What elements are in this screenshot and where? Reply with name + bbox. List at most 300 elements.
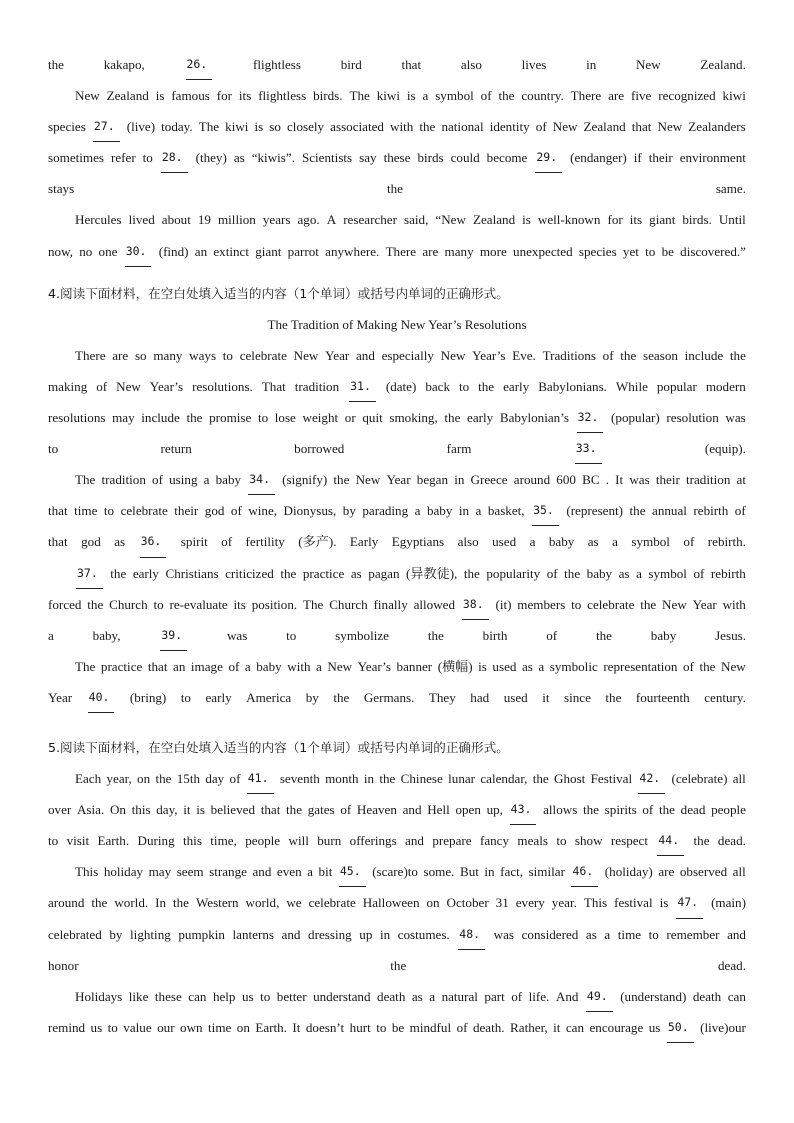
word: so: [134, 347, 147, 363]
word: is: [254, 119, 264, 135]
word: holiday: [103, 864, 144, 880]
word: stays: [48, 181, 75, 197]
word: representation: [603, 658, 678, 674]
word: and: [727, 926, 746, 942]
word: the: [620, 347, 637, 363]
word: New: [552, 119, 578, 135]
word: wine,: [248, 503, 278, 519]
word: borrowed: [294, 441, 345, 457]
text-line: [48, 495, 746, 526]
word: giant: [649, 212, 676, 228]
word: Zealand: [472, 212, 516, 228]
word: to: [458, 378, 470, 394]
word: baby: [650, 627, 677, 643]
word: Dionysus,: [283, 503, 337, 519]
word: as: [233, 150, 245, 166]
text-line: [48, 589, 746, 620]
word: of: [456, 1019, 468, 1035]
word: finally: [373, 596, 408, 612]
word: it: [542, 689, 550, 705]
word: New: [721, 658, 746, 674]
word: calendar,: [480, 771, 528, 787]
word: the: [564, 565, 581, 581]
word: making: [48, 378, 88, 394]
text-line: [48, 433, 746, 464]
word: every: [515, 895, 545, 911]
text-line: [48, 49, 746, 80]
word: of: [683, 658, 694, 674]
word: Ghost: [554, 771, 586, 787]
word: the: [478, 378, 495, 394]
word: by: [342, 503, 356, 519]
word: (holiday): [604, 864, 653, 880]
word: god: [204, 503, 225, 519]
word: baby: [586, 565, 613, 581]
word: popularity: [486, 565, 541, 581]
word: to: [107, 1019, 118, 1035]
word: the: [498, 88, 515, 104]
word: their: [648, 150, 673, 166]
word: about: [161, 212, 191, 228]
word: the: [390, 957, 407, 973]
word: Each: [75, 771, 102, 787]
word: remind: [48, 1019, 86, 1035]
word: of: [642, 802, 654, 818]
word: spirit: [180, 534, 208, 550]
word: all: [732, 864, 746, 880]
word: that: [401, 57, 422, 72]
answer-blank: 35.: [532, 495, 559, 526]
answer-blank: 42.: [638, 763, 665, 794]
word: New: [355, 472, 381, 488]
word: began: [416, 472, 449, 488]
word: (live): [126, 119, 156, 135]
word: to: [645, 243, 656, 259]
text-line: [48, 794, 746, 825]
word: visit: [66, 833, 90, 849]
word: believed: [210, 802, 256, 818]
word: that: [631, 119, 652, 135]
word: But: [459, 864, 479, 880]
word: of: [734, 503, 746, 519]
word: strange: [209, 864, 247, 880]
word: their: [174, 503, 199, 519]
word: doesn’t: [305, 1019, 345, 1035]
answer-blank: 50.: [667, 1012, 694, 1043]
word: time: [617, 926, 642, 942]
word: of: [229, 771, 241, 787]
spacer: [48, 267, 746, 278]
word: are: [658, 864, 675, 880]
word: open: [455, 802, 481, 818]
word: are: [422, 243, 439, 259]
word: It: [615, 472, 624, 488]
word: hurt: [349, 1019, 371, 1035]
word: day,: [156, 802, 178, 818]
word: bit: [318, 864, 333, 880]
word: the: [155, 771, 172, 787]
answer-blank: 47.: [676, 887, 703, 918]
word: of: [96, 378, 108, 394]
word: practice: [100, 658, 143, 674]
text-line: [48, 111, 746, 142]
word: There: [385, 243, 417, 259]
word: for: [607, 212, 623, 228]
word: death: [692, 988, 722, 1004]
word: observed: [679, 864, 728, 880]
word: The Tradition of Making New Year’s Resolutions: [267, 316, 527, 332]
answer-blank: 44.: [657, 825, 684, 856]
word: of: [546, 565, 558, 581]
word: This: [583, 895, 608, 911]
word: festival: [614, 895, 653, 911]
word: the: [286, 802, 303, 818]
word: month: [325, 771, 359, 787]
word: quit: [362, 410, 383, 426]
word: it: [553, 1019, 561, 1035]
word: around: [48, 895, 85, 911]
word: Babylonian’s: [499, 410, 569, 426]
word: part: [484, 988, 505, 1004]
word: the: [532, 771, 549, 787]
word: to: [48, 441, 59, 457]
word: become: [486, 150, 528, 166]
word: banner: [396, 658, 433, 674]
word: New: [293, 347, 319, 363]
word: ago.: [297, 212, 320, 228]
word: (find): [158, 243, 189, 259]
word: kiwi: [722, 88, 746, 104]
word: baby: [256, 658, 282, 674]
word: anywhere.: [325, 243, 380, 259]
word: used: [503, 689, 528, 705]
word: rebirth: [710, 565, 746, 581]
word: include: [141, 410, 180, 426]
text-line: [48, 204, 746, 235]
word: (异教徒),: [406, 565, 458, 581]
word: understand: [313, 988, 371, 1004]
word: associated: [330, 119, 384, 135]
word: lunar: [448, 771, 476, 787]
word: better: [276, 988, 307, 1004]
word: season: [643, 347, 678, 363]
word: Scientists: [301, 150, 353, 166]
word: flightless: [252, 57, 301, 72]
word: as: [114, 534, 126, 550]
word: unexpected: [513, 243, 573, 259]
word: The: [303, 596, 324, 612]
text-line: [48, 236, 746, 267]
answer-blank: 43.: [510, 794, 537, 825]
text-line: [48, 558, 746, 589]
word: many: [444, 243, 474, 259]
word: the: [629, 503, 646, 519]
word: Chinese: [400, 771, 443, 787]
text-line: [48, 763, 746, 794]
word: in: [586, 57, 597, 72]
word: kakapo,: [103, 57, 145, 72]
word: of: [480, 88, 492, 104]
word: extinct: [213, 243, 249, 259]
word: in: [454, 472, 465, 488]
word: of: [340, 802, 352, 818]
word: as: [587, 534, 599, 550]
word: Zealanders: [688, 119, 746, 135]
word: Year: [386, 472, 411, 488]
word: is: [406, 88, 416, 104]
word: spirits: [604, 802, 637, 818]
word: (represent): [566, 503, 624, 519]
word: New: [116, 378, 141, 394]
word: can: [188, 988, 207, 1004]
word: Hell: [427, 802, 450, 818]
word: allowed: [413, 596, 456, 612]
word: 600: [556, 472, 576, 488]
word: of: [693, 565, 705, 581]
word: The: [349, 88, 370, 104]
word: (it): [495, 596, 512, 612]
word: (endanger): [570, 150, 627, 166]
word: could: [450, 150, 480, 166]
word: Early: [349, 534, 379, 550]
word: the: [444, 410, 461, 426]
word: the: [91, 895, 108, 911]
word: more: [479, 243, 507, 259]
word: image: [190, 658, 223, 674]
word: a: [529, 534, 536, 550]
word: The: [75, 658, 96, 674]
word: said,: [404, 212, 429, 228]
word: an: [173, 658, 186, 674]
word: dead.: [718, 957, 746, 973]
word: early: [467, 410, 494, 426]
word: many: [153, 347, 183, 363]
text-line: [48, 919, 746, 950]
word: early: [205, 689, 232, 705]
word: On: [109, 802, 126, 818]
word: lanterns: [232, 926, 274, 942]
word: of: [511, 988, 523, 1004]
word: Halloween: [362, 895, 420, 911]
word: by: [305, 689, 319, 705]
word: also: [457, 534, 479, 550]
word: resolutions: [48, 410, 106, 426]
word: be: [661, 243, 674, 259]
word: value: [123, 1019, 152, 1035]
word: own: [180, 1019, 203, 1035]
word: mindful: [409, 1019, 452, 1035]
word: kiwi: [225, 119, 249, 135]
word: say: [359, 150, 377, 166]
answer-blank: 32.: [577, 402, 604, 433]
text-line: [48, 887, 746, 918]
word: life.: [528, 988, 550, 1004]
word: tradition: [686, 472, 731, 488]
word: symbolic: [549, 658, 598, 674]
word: to: [556, 833, 567, 849]
text-line: [48, 981, 746, 1012]
spacer: [48, 713, 746, 732]
word: Year: [325, 347, 350, 363]
text-line: [48, 173, 746, 204]
word: Holidays: [75, 988, 123, 1004]
word: if: [633, 150, 642, 166]
word: early: [503, 378, 530, 394]
word: baby,: [92, 627, 121, 643]
text-line: [48, 371, 746, 402]
word: may: [148, 864, 172, 880]
word: and: [405, 833, 424, 849]
word: (understand): [620, 988, 687, 1004]
word: million: [217, 212, 256, 228]
word: world,: [245, 895, 280, 911]
answer-blank: 49.: [586, 981, 613, 1012]
word: one: [98, 243, 118, 259]
word: around: [513, 472, 551, 488]
word: with: [287, 658, 311, 674]
word: This: [75, 864, 99, 880]
word: and: [281, 926, 301, 942]
word: fact,: [500, 864, 524, 880]
word: same.: [715, 181, 746, 197]
word: years: [262, 212, 291, 228]
word: allows: [543, 802, 578, 818]
word: is: [659, 895, 669, 911]
word: time,: [210, 833, 237, 849]
word: like: [128, 988, 149, 1004]
word: dressing: [308, 926, 352, 942]
word: 15th: [176, 771, 201, 787]
word: Rather,: [510, 1019, 548, 1035]
section-heading: [48, 732, 746, 763]
word: (date): [385, 378, 417, 394]
word: as: [350, 565, 362, 581]
word: (live)our: [700, 1019, 746, 1035]
word: famous: [171, 88, 210, 104]
word: with: [390, 119, 414, 135]
word: “kiwis”.: [251, 150, 295, 166]
answer-blank: 45.: [339, 856, 366, 887]
word: Year’s: [357, 658, 392, 674]
word: dead: [680, 802, 706, 818]
word: was: [493, 926, 515, 942]
word: is: [196, 802, 205, 818]
word: re-evaluate: [169, 596, 228, 612]
word: well-known: [537, 212, 601, 228]
word: offerings: [349, 833, 397, 849]
word: since: [563, 689, 591, 705]
word: national: [441, 119, 484, 135]
word: baby: [426, 503, 453, 519]
word: return: [160, 441, 192, 457]
word: early: [132, 565, 159, 581]
word: to: [376, 1019, 387, 1035]
answer-blank: 34.: [248, 464, 275, 495]
answer-blank: 40.: [88, 682, 115, 713]
word: species: [48, 119, 86, 135]
word: a: [48, 627, 54, 643]
word: Babylonians.: [538, 378, 607, 394]
word: the: [640, 596, 657, 612]
word: farm: [446, 441, 472, 457]
word: at: [736, 472, 746, 488]
word: seventh: [279, 771, 320, 787]
answer-blank: 46.: [571, 856, 598, 887]
word: symbol: [631, 534, 670, 550]
word: in: [363, 771, 375, 787]
word: of: [228, 658, 240, 674]
word: 4.阅读下面材料，在空白处填入适当的内容（1个单词）或括号内单词的正确形式。: [48, 285, 509, 301]
word: these: [383, 150, 411, 166]
word: world.: [114, 895, 149, 911]
text-line: [48, 80, 746, 111]
answer-blank: 29.: [535, 142, 562, 173]
word: was: [725, 410, 746, 426]
word: During: [137, 833, 175, 849]
word: the: [658, 802, 675, 818]
word: New: [440, 347, 466, 363]
word: similar: [528, 864, 565, 880]
word: celebrate: [239, 347, 287, 363]
word: ways: [189, 347, 217, 363]
word: the: [693, 833, 710, 849]
word: of: [546, 627, 558, 643]
answer-blank: 26.: [186, 49, 213, 80]
word: burn: [317, 833, 342, 849]
word: and: [402, 802, 422, 818]
word: a: [203, 472, 210, 488]
word: the: [48, 57, 64, 72]
answer-blank: 31.: [349, 371, 376, 402]
word: a: [422, 88, 429, 104]
word: yet: [622, 243, 639, 259]
word: the: [463, 565, 480, 581]
word: as: [521, 658, 533, 674]
word: The: [198, 119, 220, 135]
word: tradition: [101, 472, 146, 488]
word: even: [276, 864, 302, 880]
word: of: [221, 534, 233, 550]
word: That: [261, 378, 286, 394]
word: its: [238, 88, 252, 104]
word: with: [722, 596, 746, 612]
text-line: [48, 651, 746, 682]
word: the: [582, 802, 599, 818]
word: America: [246, 689, 292, 705]
word: to: [180, 689, 191, 705]
word: costumes.: [397, 926, 450, 942]
text-line: [48, 142, 746, 173]
word: “New: [435, 212, 466, 228]
word: country.: [521, 88, 564, 104]
word: and: [252, 864, 272, 880]
word: death: [377, 988, 406, 1004]
word: While: [615, 378, 648, 394]
word: be: [391, 1019, 405, 1035]
word: parading: [362, 503, 409, 519]
word: to: [257, 410, 269, 426]
text-line: [48, 464, 746, 495]
word: to: [142, 150, 153, 166]
word: us: [241, 988, 254, 1004]
word: century.: [704, 689, 746, 705]
word: 5.阅读下面材料，在空白处填入适当的内容（1个单词）或括号内单词的正确形式。: [48, 739, 509, 755]
word: In: [155, 895, 167, 911]
word: fancy: [479, 833, 510, 849]
word: the: [333, 689, 350, 705]
word: this: [183, 833, 202, 849]
answer-blank: 38.: [462, 589, 489, 620]
